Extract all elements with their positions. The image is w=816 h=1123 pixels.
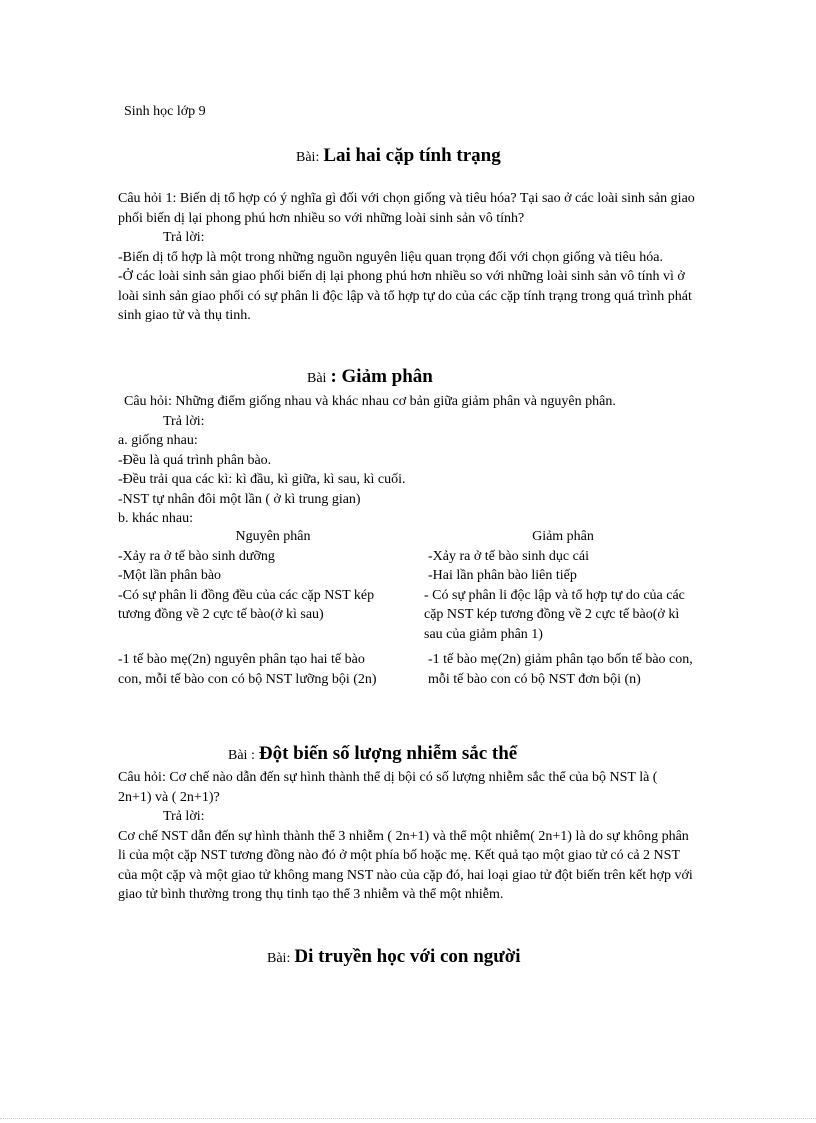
section-prefix: Bài : <box>228 748 255 763</box>
comparison-row <box>118 547 698 567</box>
different-label: b. khác nhau: <box>118 511 194 526</box>
section-1-body <box>118 189 698 326</box>
page-bottom-divider <box>0 1118 816 1119</box>
list-item: -NST tự nhân đôi một lần ( ở kì trung gian) <box>118 491 361 507</box>
answer-paragraph: -Biến dị tổ hợp là một trong những nguồn nguyên liệu quan trọng đối với chọn giống và tiêu hóa. <box>118 249 663 265</box>
comparison-row <box>118 650 698 689</box>
section-prefix: Bài: <box>296 150 320 165</box>
meiosis-cell: -Xảy ra ở tế bào sinh dục cái <box>428 548 589 564</box>
answer-paragraph: Cơ chế NST dẫn đến sự hình thành thể 3 nhiễm ( 2n+1) và thể một nhiễm( 2n+1) là do sự không phân li của một cặp NST tương đồng nào đó ở một phía bố hoặc mẹ. Kết quả tạo một giao tử có cả 2 NST của một cặp và một giao tử không mang NST nào của cặp đó, hai loại giao tử đột biến trên kết hợp với giao tử bình thường trong thụ tinh tạo thể 3 nhiễm và thể một nhiễm. <box>118 828 693 902</box>
meiosis-cell: - Có sự phân li độc lập và tổ hợp tự do của các cặp NST kép tương đồng về 2 cực tế bào(ở kì sau của giảm phân 1) <box>424 587 685 642</box>
answer-paragraph: -Ở các loài sinh sản giao phối biến dị lại phong phú hơn nhiều so với những loài sinh sản vô tính vì ở loài sinh sản giao phối có sự phân li độc lập và tổ hợp tự do của các cặp tính trạng trong quá trình phát sinh giao tử và thụ tinh. <box>118 269 692 323</box>
comparison-row <box>118 586 698 645</box>
subject-header: Sinh học lớp 9 <box>124 104 206 119</box>
question-text: Câu hỏi: Cơ chế nào dẫn đến sự hình thành thể dị bội có số lượng nhiễm sắc thể của bộ NST là ( 2n+1) và ( 2n+1)? <box>118 770 658 805</box>
section-heading: Di truyền học với con người <box>294 946 521 967</box>
section-3-body <box>118 768 694 905</box>
section-title-4 <box>267 946 521 968</box>
meiosis-cell: -1 tế bào mẹ(2n) giảm phân tạo bốn tế bào con, mỗi tế bào con có bộ NST đơn bội (n) <box>428 652 693 687</box>
comparison-row <box>118 566 698 586</box>
section-2-body <box>118 392 718 529</box>
section-prefix: Bài <box>307 371 327 386</box>
list-item: -Đều trải qua các kì: kì đầu, kì giữa, kì sau, kì cuối. <box>118 472 406 487</box>
col-header-meiosis: Giảm phân <box>532 529 594 544</box>
answer-label: Trả lời: <box>163 230 205 245</box>
mitosis-cell: -Xảy ra ở tế bào sinh dưỡng <box>118 548 275 564</box>
mitosis-cell: -Có sự phân li đồng đều của các cặp NST kép tương đồng về 2 cực tế bào(ở kì sau) <box>118 587 375 622</box>
section-heading: : Giảm phân <box>330 366 433 387</box>
section-prefix: Bài: <box>267 951 291 966</box>
answer-label: Trả lời: <box>163 413 205 429</box>
answer-label: Trả lời: <box>163 809 205 824</box>
mitosis-cell: -1 tế bào mẹ(2n) nguyên phân tạo hai tế bào con, mỗi tế bào con có bộ NST lưỡng bội (2n) <box>118 652 377 687</box>
comparison-table <box>118 527 698 689</box>
similar-label: a. giống nhau: <box>118 433 198 448</box>
question-text: Câu hỏi 1: Biến dị tổ hợp có ý nghĩa gì đối với chọn giống và tiêu hóa? Tại sao ở các loài sinh sản giao phối biến dị lại phong phú hơn nhiều so với những loài sinh sản vô tính? <box>118 191 695 226</box>
col-header-mitosis: Nguyên phân <box>235 529 311 544</box>
section-heading: Đột biến số lượng nhiễm sắc thể <box>258 743 518 764</box>
section-title-3 <box>228 743 517 765</box>
section-title-1 <box>296 145 501 167</box>
meiosis-cell: -Hai lần phân bào liên tiếp <box>428 568 577 583</box>
section-heading: Lai hai cặp tính trạng <box>323 145 501 166</box>
question-text: Câu hỏi: Những điểm giống nhau và khác nhau cơ bản giữa giảm phân và nguyên phân. <box>124 394 616 409</box>
section-title-2 <box>307 366 433 388</box>
list-item: -Đều là quá trình phân bào. <box>118 452 272 468</box>
mitosis-cell: -Một lần phân bào <box>118 568 222 583</box>
comparison-header-row <box>118 527 698 547</box>
